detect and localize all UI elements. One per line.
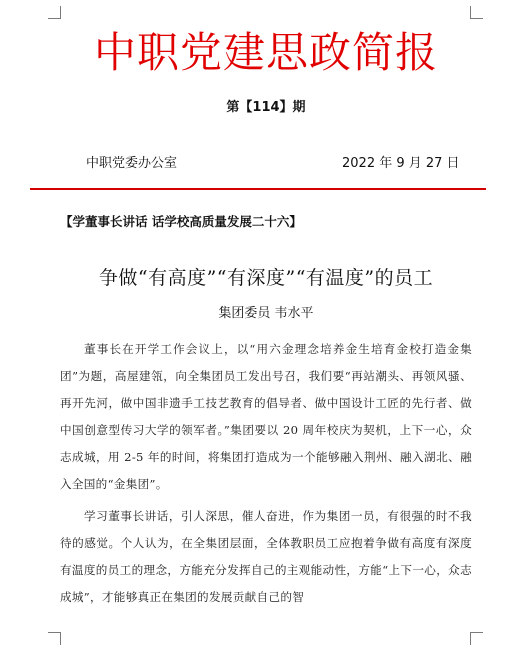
article-title: 争做“有高度”“有深度”“有温度”的员工: [98, 267, 434, 289]
article-author: 集团委员 韦水平: [218, 306, 314, 321]
issue-number: 第【114】期: [226, 100, 306, 115]
crop-mark-bottom-right: [470, 632, 483, 645]
issue-date: 2022 年 9 月 27 日: [342, 156, 460, 171]
crop-mark-top-left: [48, 6, 61, 19]
crop-mark-top-right: [470, 6, 483, 19]
newsletter-masthead: 中职党建思政简报: [93, 28, 438, 77]
article-paragraph: 董事长在开学工作会议上，以“用六金理念培养金生培育金校打造金集团”为题，高屋建瓴，向全集团员工发出号召，我们要“再站潮头、再领风骚、再开先河，做中国非遗手工技艺教育的倡导者、做中国设计工匠的先行者、做中国创意型传习大学的领军者。”集团要以 20 周年校庆为契机，上下一心，众志成城，用 2-5 年的时间，将集团打造成为一个能够融入荆州、融入湖北、融入全国的“金集团”。: [60, 342, 472, 491]
issuing-office: 中职党委办公室: [86, 156, 178, 171]
column-heading: 【学董事长讲话 话学校高质量发展二十六】: [60, 214, 302, 229]
article-paragraph: 学习董事长讲话，引人深思，催人奋进，作为集团一员，有很强的时不我待的感觉。个人认为，在全集团层面，全体教职员工应抱着争做有高度有深度有温度的员工的理念，方能充分发挥自己的主观能动性，方能“上下一心，众志成城”，才能够真正在集团的发展贡献自己的智: [60, 509, 472, 604]
red-divider-rule: [30, 188, 486, 190]
crop-mark-bottom-left: [48, 632, 61, 645]
